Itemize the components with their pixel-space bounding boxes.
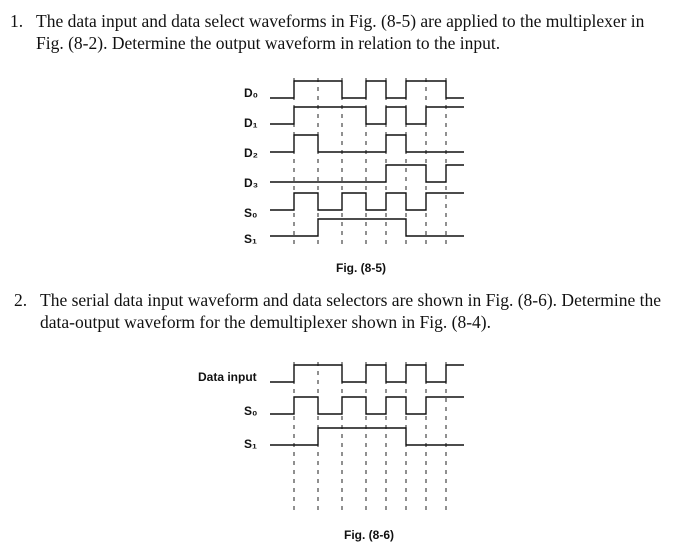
fig1-waveform-5 [270, 219, 464, 236]
fig1-label-d2: D₂ [244, 146, 258, 160]
fig2-caption: Fig. (8-6) [344, 528, 394, 542]
fig1-label-d0: D₀ [244, 86, 259, 100]
fig1-label-d3: D₃ [244, 176, 259, 190]
fig1-waveform-0 [270, 81, 464, 98]
fig1-label-s1: S₁ [244, 232, 257, 246]
question-2-line-2: data-output waveform for the demultiplexer shown in Fig. (8-4). [40, 312, 492, 332]
fig1-waveform-3 [270, 165, 464, 182]
fig2-waveform-0 [270, 365, 464, 382]
fig1-caption: Fig. (8-5) [336, 261, 386, 275]
fig2-waveform-2 [270, 428, 464, 445]
fig2-label-s0: S₀ [244, 404, 258, 418]
question-2-number: 2. [14, 290, 28, 310]
question-1-line-1: The data input and data select waveforms in Fig. (8-5) are applied to the multiplexer in [36, 11, 645, 31]
question-1-number: 1. [10, 11, 24, 31]
fig1-label-s0: S₀ [244, 206, 258, 220]
fig2-waveform-1 [270, 397, 464, 414]
question-1-line-2: Fig. (8-2). Determine the output waveform in relation to the input. [36, 33, 501, 53]
fig1-waveform-1 [270, 107, 464, 124]
fig2-label-data-input: Data input [198, 370, 257, 384]
fig1-waveform-4 [270, 193, 464, 210]
fig1-label-d1: D₁ [244, 116, 258, 130]
fig1-waveform-2 [270, 135, 464, 152]
question-2-line-1: The serial data input waveform and data selectors are shown in Fig. (8-6). Determine the [40, 290, 662, 310]
fig2-label-s1: S₁ [244, 437, 257, 451]
